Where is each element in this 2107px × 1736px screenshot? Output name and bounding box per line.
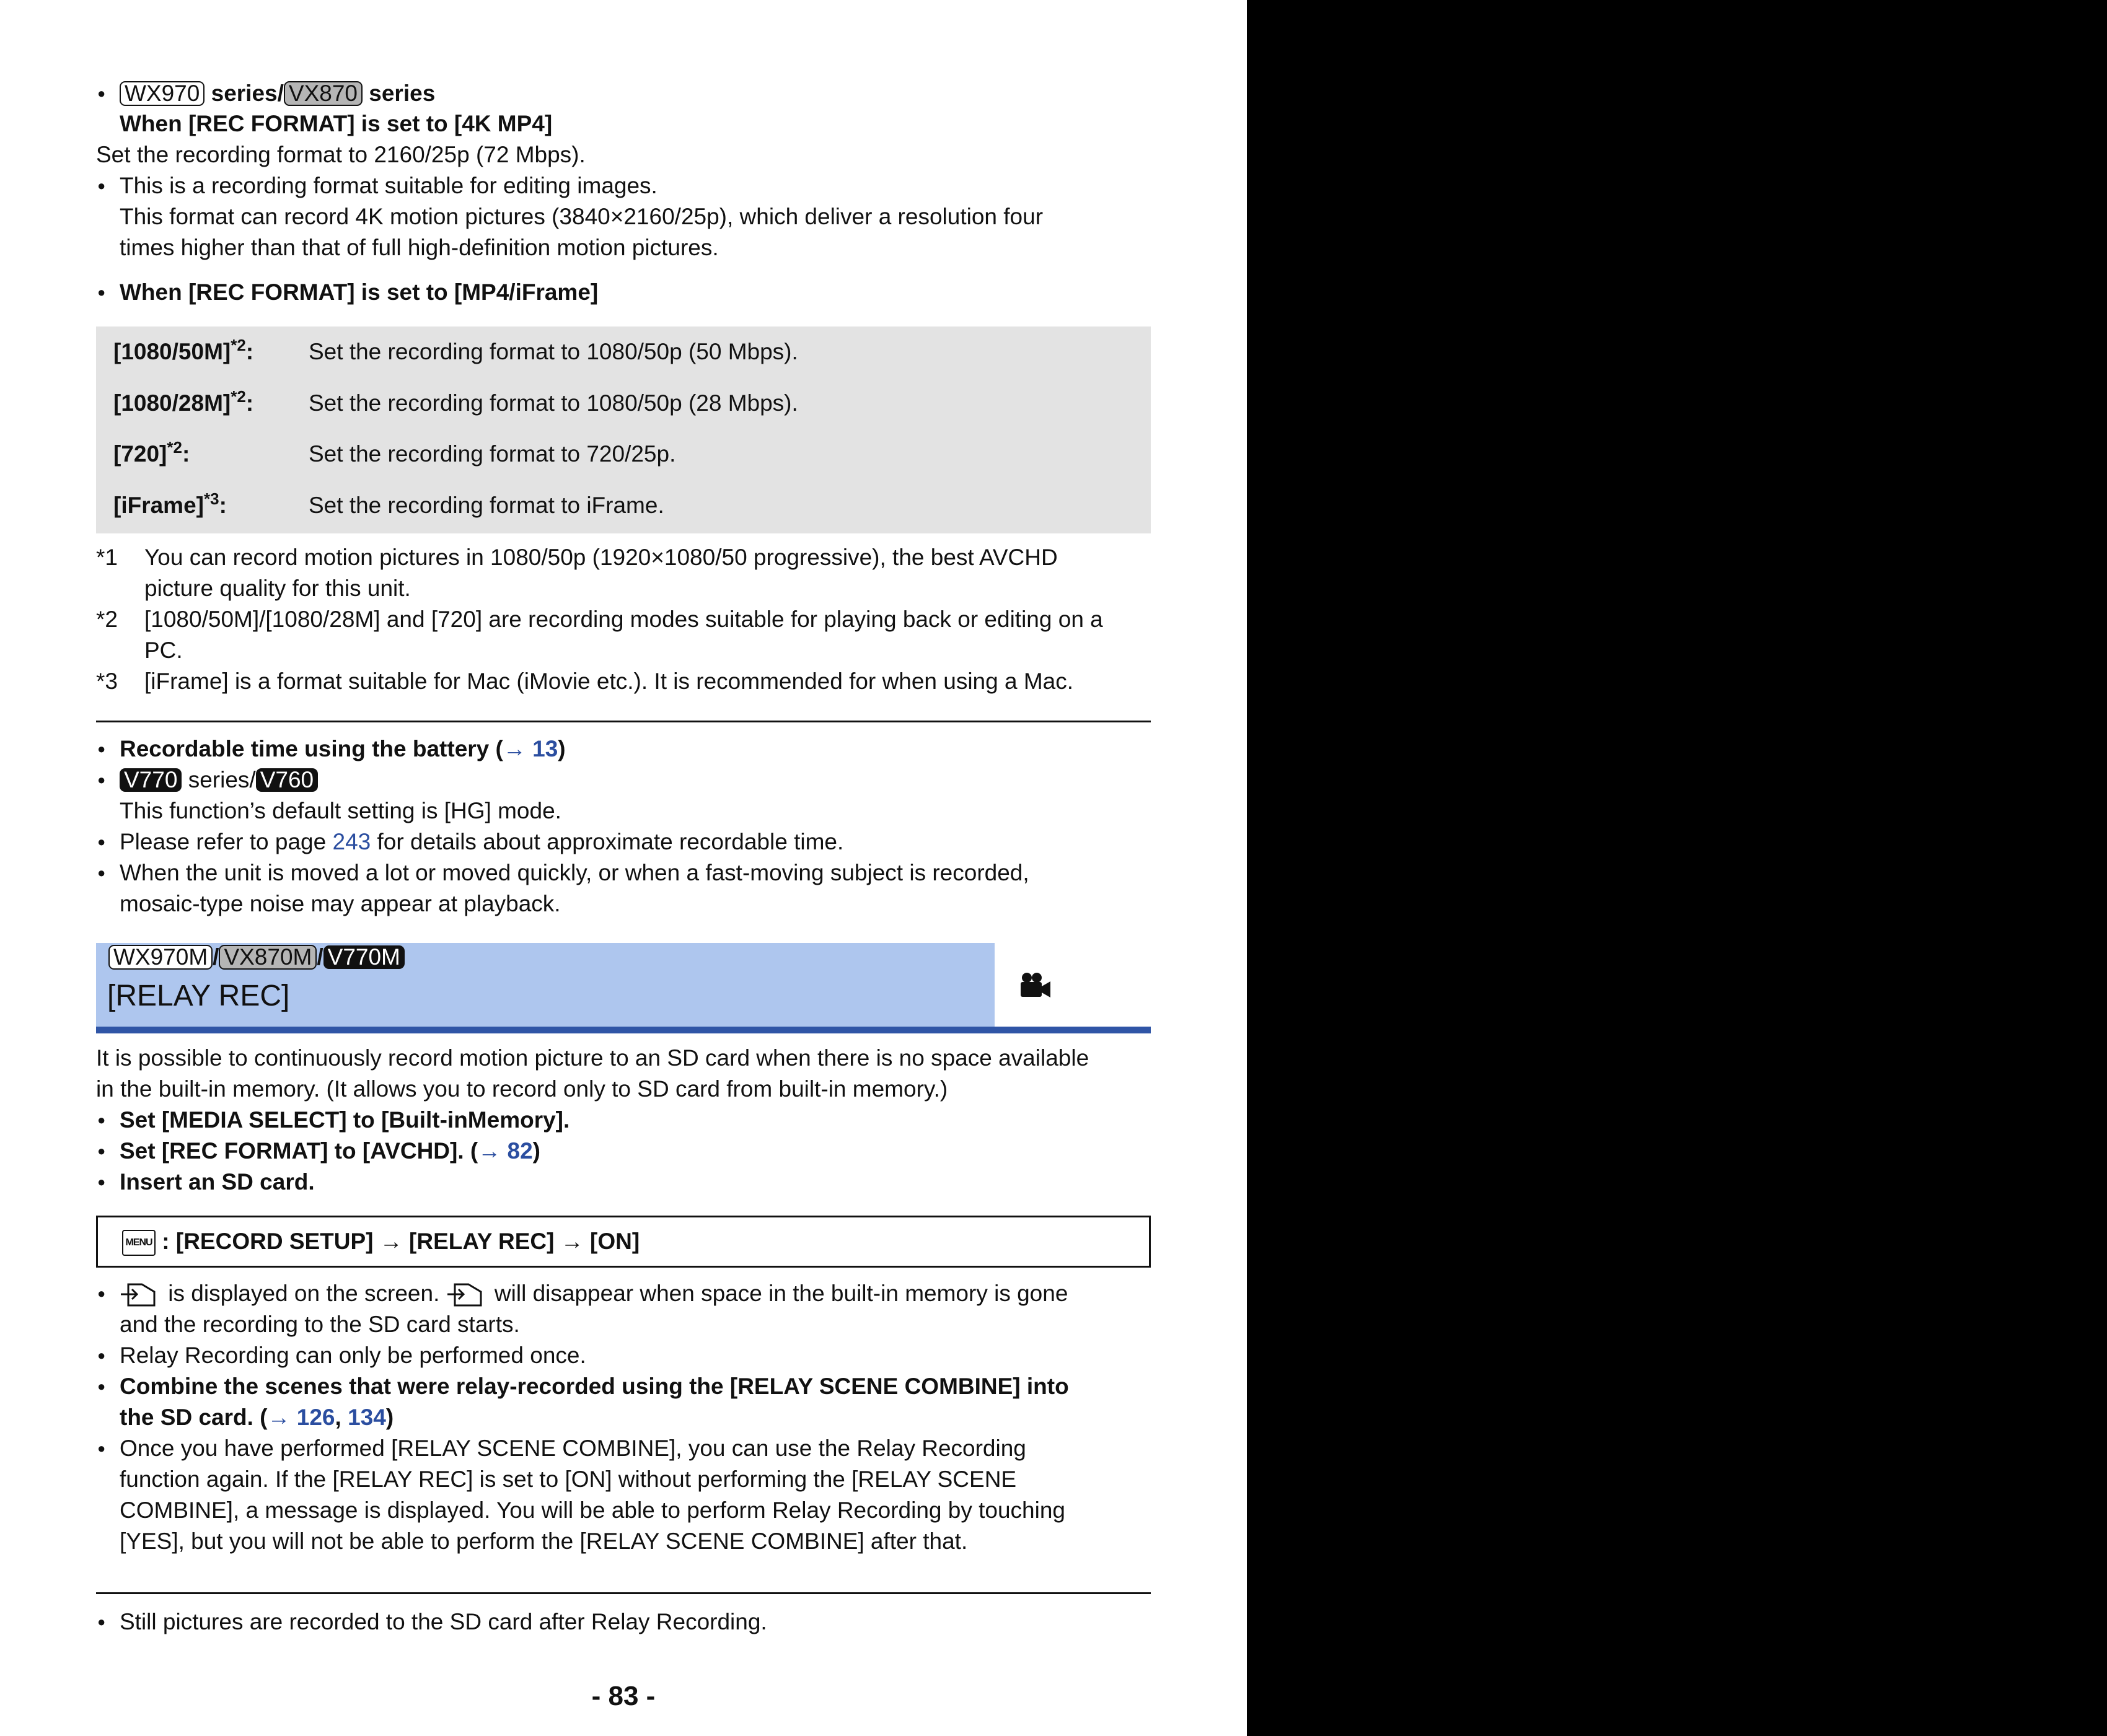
relay-note-3b: the SD card. (→ 126, 134) [120, 1405, 394, 1430]
model-tag: V760 [256, 768, 318, 792]
relay-note-2: ● Relay Recording can only be performed once. [96, 1340, 586, 1371]
header-underline [96, 1027, 1151, 1033]
relay-intro-2: in the built-in memory. (It allows you to record only to SD card from built-in memory.) [96, 1076, 948, 1102]
req-format: ● Set [REC FORMAT] to [AVCHD]. (→ 82) [96, 1136, 540, 1167]
menu-path-text: : [RECORD SETUP] → [RELAY REC] → [ON] [162, 1229, 640, 1254]
table-desc: Set the recording format to 1080/50p (28 Mbps). [309, 390, 798, 416]
relay-note-3: ● Combine the scenes that were relay-recorded using the [RELAY SCENE COMBINE] into [96, 1371, 1069, 1402]
relay-note-1b: and the recording to the SD card starts. [120, 1312, 520, 1337]
when-4k: When [REC FORMAT] is set to [4K MP4] [120, 111, 553, 136]
table-key: $[1080/28M]^{*2}$: [113, 387, 254, 416]
footnote-text: PC. [144, 638, 183, 663]
footnote-mark: *2 [96, 607, 118, 632]
note-editing: ● This is a recording format suitable for editing images. [96, 170, 658, 201]
page-link[interactable]: → 82 [478, 1138, 533, 1164]
page-link[interactable]: 243 [332, 829, 371, 854]
series-text: series [369, 81, 436, 106]
relay-note-4c: COMBINE], a message is displayed. You will be able to perform Relay Recording by touching [120, 1497, 1065, 1523]
footnote-text: [iFrame] is a format suitable for Mac (iMovie etc.). It is recommended for when using a Mac. [144, 669, 1074, 694]
req-media: ● Set [MEDIA SELECT] to [Built-inMemory]. [96, 1105, 570, 1136]
footnote-mark: *3 [96, 669, 118, 694]
table-desc: Set the recording format to iFrame. [309, 493, 664, 518]
model-tag: VX870M [219, 945, 317, 970]
still-note: ● Still pictures are recorded to the SD card after Relay Recording. [96, 1607, 767, 1637]
series-text: series/ [211, 81, 284, 106]
footnote-text: You can record motion pictures in 1080/50p (1920×1080/50 progressive), the best AVCHD [144, 545, 1058, 570]
footnote-text: [1080/50M]/[1080/28M] and [720] are recording modes suitable for playing back or editing on a [144, 607, 1103, 632]
hg-note: This function’s default setting is [HG] mode. [120, 798, 561, 823]
relay-note-4d: [YES], but you will not be able to perform the [RELAY SCENE COMBINE] after that. [120, 1528, 968, 1554]
refer-note: ● Please refer to page 243 for details about approximate recordable time. [96, 826, 843, 857]
series-line-2 [96, 765, 318, 796]
note-4k-line1: This format can record 4K motion pictures (3840×2160/25p), which deliver a resolution four [120, 204, 1044, 229]
page-link[interactable]: 134 [348, 1405, 386, 1430]
mosaic-note-1: ● When the unit is moved a lot or moved quickly, or when a fast-moving subject is recorded, [96, 857, 1029, 888]
battery-note: ● Recordable time using the battery (→ 13) [96, 734, 566, 765]
series-line [96, 78, 435, 109]
page-number: - 83 - [591, 1681, 656, 1711]
relay-icon [120, 1283, 162, 1307]
req-sd: ● Insert an SD card. [96, 1167, 315, 1198]
series-text: series/ [188, 767, 256, 792]
header-model-tags: WX970M / VX870M / V770M [108, 944, 405, 971]
set-4k: Set the recording format to 2160/25p (72 Mbps). [96, 142, 586, 167]
menu-path [122, 1226, 640, 1257]
page-link[interactable]: → 126 [267, 1405, 335, 1430]
relay-note-4a: ● Once you have performed [RELAY SCENE COMBINE], you can use the Relay Recording [96, 1433, 1026, 1464]
divider [96, 721, 1151, 722]
model-tag: V770M [323, 945, 405, 969]
table-key: $[720]^{*2}$: [113, 438, 190, 467]
model-tag: V770 [120, 768, 182, 792]
mosaic-note-2: mosaic-type noise may appear at playback. [120, 891, 561, 916]
relay-intro-1: It is possible to continuously record motion picture to an SD card when there is no space available [96, 1045, 1089, 1071]
when-mp4: ● When [REC FORMAT] is set to [MP4/iFrame] [96, 277, 598, 308]
relay-icon [446, 1283, 488, 1307]
movie-camera-icon [1018, 971, 1052, 1002]
model-tag: WX970M [108, 945, 213, 970]
footnote-mark: *1 [96, 545, 118, 570]
model-tag: VX870 [284, 81, 363, 106]
page-link[interactable]: → 13 [503, 736, 558, 761]
menu-icon: MENU [122, 1230, 156, 1256]
relay-note-4b: function again. If the [RELAY REC] is set to [ON] without performing the [RELAY SCENE [120, 1466, 1017, 1492]
section-title: [RELAY REC] [107, 980, 290, 1012]
divider [96, 1592, 1151, 1594]
footnote-text: picture quality for this unit. [144, 576, 411, 601]
table-desc: Set the recording format to 720/25p. [309, 441, 676, 467]
table-desc: Set the recording format to 1080/50p (50 Mbps). [309, 339, 798, 364]
model-tag: WX970 [120, 81, 205, 106]
relay-note-1: ● is displayed on the screen. will disappear when space in the built-in memory is gone [96, 1278, 1068, 1309]
black-margin [1247, 0, 2107, 1736]
note-4k-line2: times higher than that of full high-definition motion pictures. [120, 235, 719, 260]
table-key: $[1080/50M]^{*2}$: [113, 336, 254, 364]
table-key: [iFrame]$^{*3}$: [113, 489, 227, 518]
